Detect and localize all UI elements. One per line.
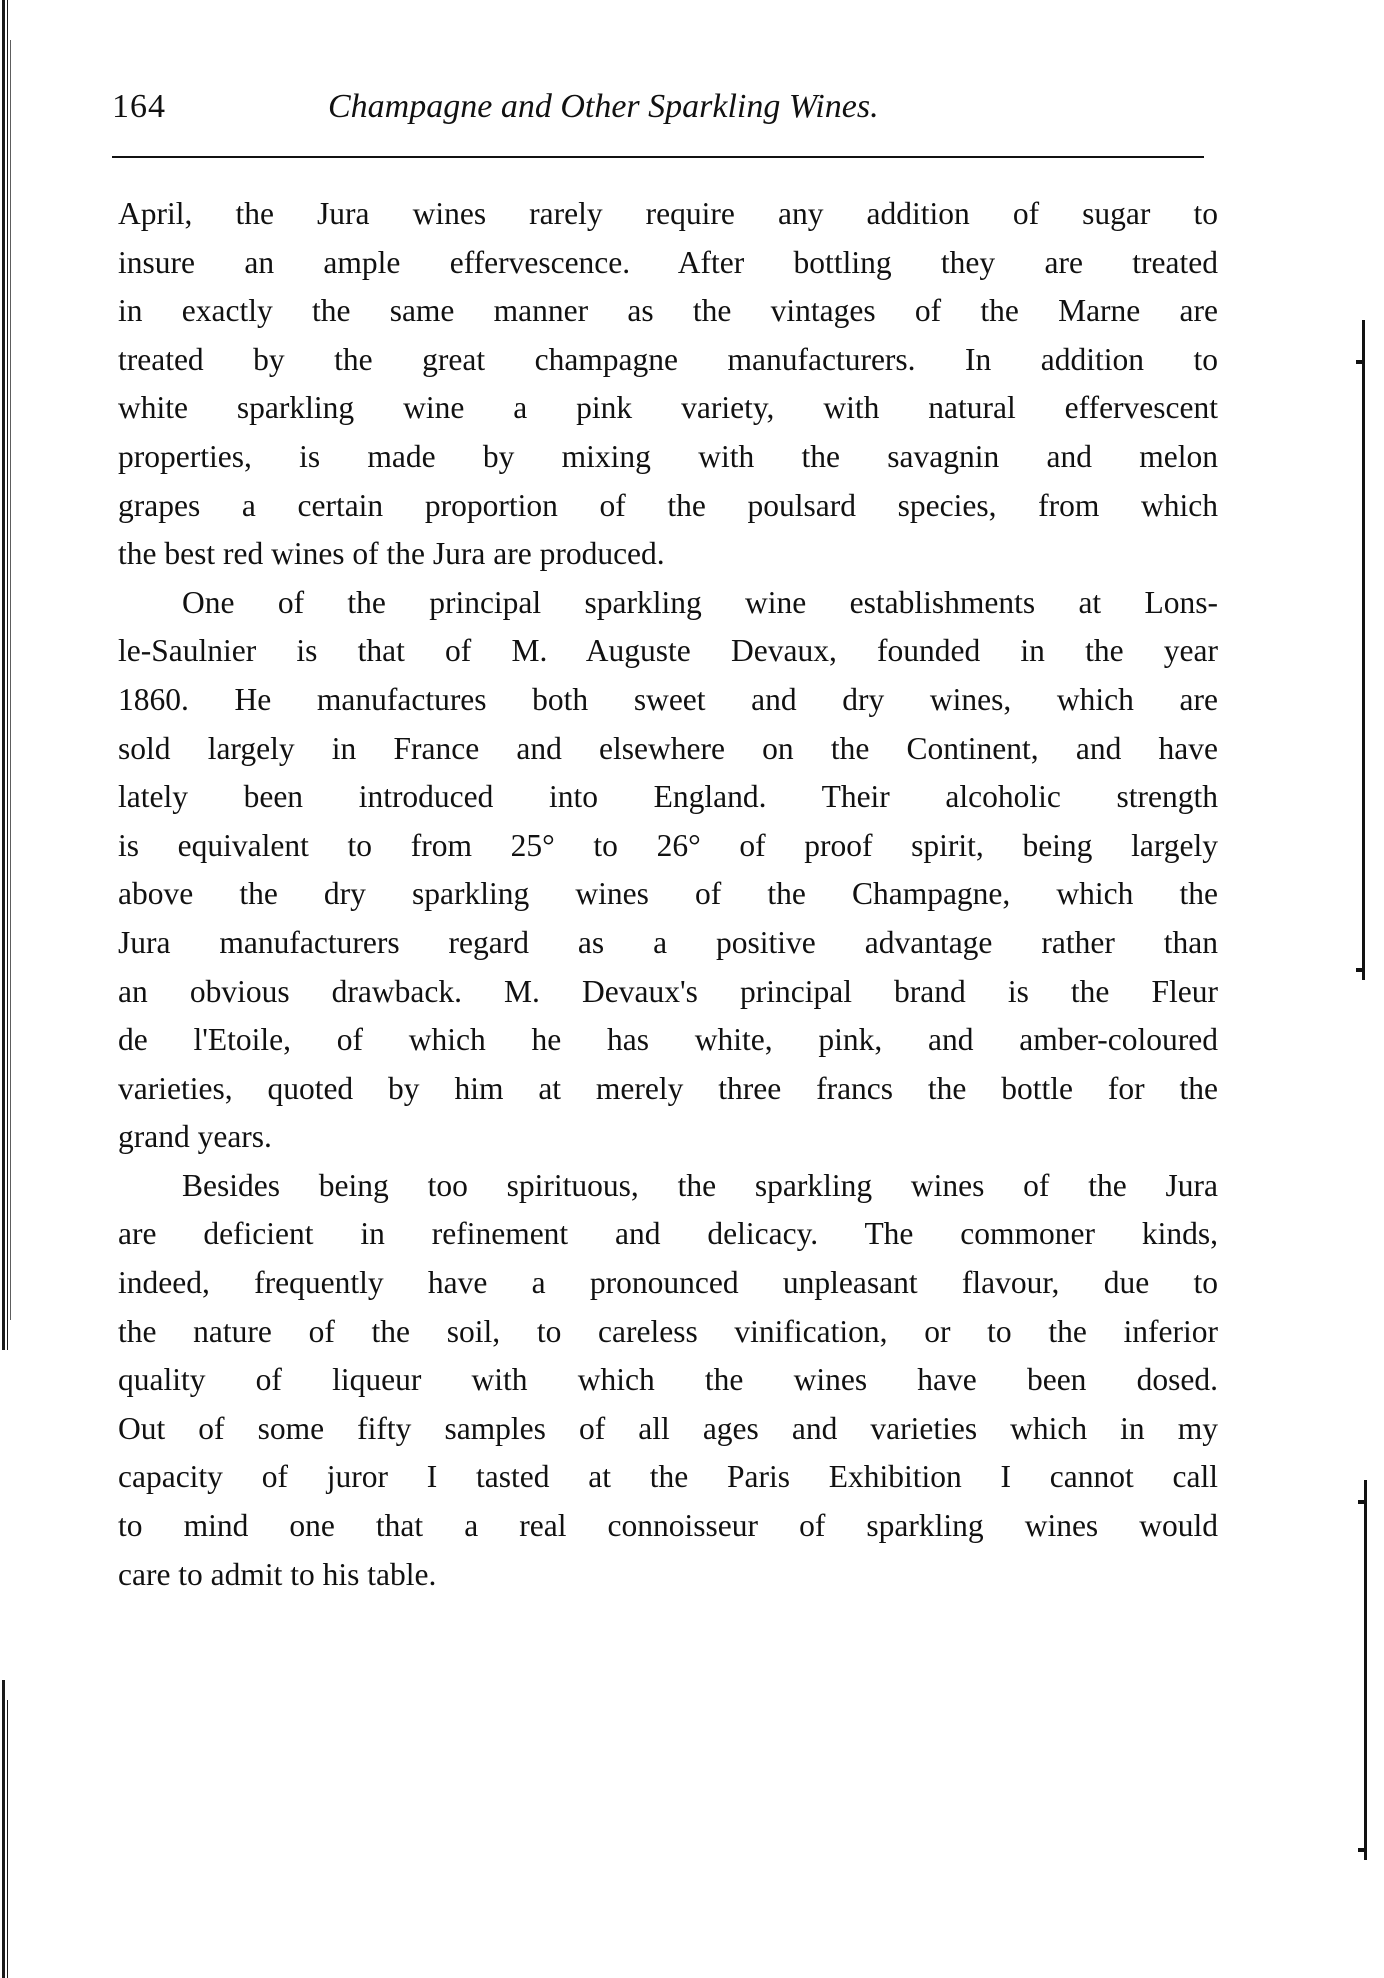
- margin-ink-tick: [1356, 968, 1364, 972]
- body-text: [118, 190, 1218, 1599]
- text-line: above the dry sparkling wines of the Champagne, which the: [118, 876, 1218, 912]
- text-line: to mind one that a real connoisseur of sparkling wines would: [118, 1508, 1218, 1544]
- text-line: treated by the great champagne manufacturers. In addition to: [118, 341, 1218, 377]
- text-line: an obvious drawback. M. Devaux's principal brand is the Fleur: [118, 973, 1218, 1009]
- page-number: 164: [112, 88, 166, 125]
- text-line: sold largely in France and elsewhere on the Continent, and have: [118, 730, 1218, 766]
- paragraph: [118, 190, 1218, 579]
- text-line: care to admit to his table.: [118, 1556, 437, 1592]
- scan-gutter-mark: [2, 0, 5, 1350]
- text-line: Besides being too spirituous, the sparkling wines of the Jura: [182, 1167, 1218, 1203]
- text-line: insure an ample effervescence. After bottling they are treated: [118, 244, 1218, 280]
- text-line: are deficient in refinement and delicacy. The commoner kinds,: [118, 1216, 1218, 1252]
- text-line: Out of some fifty samples of all ages and varieties which in my: [118, 1410, 1218, 1446]
- text-line: capacity of juror I tasted at the Paris Exhibition I cannot call: [118, 1459, 1218, 1495]
- scan-gutter-mark: [10, 40, 11, 1320]
- paragraph: [118, 579, 1218, 1162]
- text-line: grand years.: [118, 1119, 272, 1155]
- text-line: quality of liqueur with which the wines have been dosed.: [118, 1362, 1218, 1398]
- text-line: white sparkling wine a pink variety, with natural effervescent: [118, 390, 1218, 426]
- text-line: grapes a certain proportion of the poulsard species, from which: [118, 487, 1218, 523]
- header-rule: [112, 156, 1204, 158]
- scan-gutter-mark: [7, 1700, 8, 1978]
- text-line: indeed, frequently have a pronounced unpleasant flavour, due to: [118, 1265, 1218, 1301]
- margin-ink-tick: [1358, 1848, 1366, 1852]
- margin-ink-tick: [1356, 360, 1364, 364]
- margin-ink-line: [1364, 1480, 1367, 1860]
- paragraph: [118, 1162, 1218, 1599]
- text-line: 1860. He manufactures both sweet and dry wines, which are: [118, 681, 1218, 717]
- text-line: le-Saulnier is that of M. Auguste Devaux, founded in the year: [118, 633, 1218, 669]
- text-line: lately been introduced into England. Their alcoholic strength: [118, 779, 1218, 815]
- text-line: varieties, quoted by him at merely three francs the bottle for the: [118, 1070, 1218, 1106]
- text-line: One of the principal sparkling wine establishments at Lons-: [182, 584, 1218, 620]
- text-line: the best red wines of the Jura are produced.: [118, 536, 665, 572]
- text-line: de l'Etoile, of which he has white, pink, and amber-coloured: [118, 1022, 1218, 1058]
- text-line: is equivalent to from 25° to 26° of proof spirit, being largely: [118, 827, 1218, 863]
- running-title: Champagne and Other Sparkling Wines.: [328, 88, 879, 125]
- text-line: April, the Jura wines rarely require any addition of sugar to: [118, 196, 1218, 231]
- scan-gutter-mark: [7, 0, 8, 1350]
- text-line: the nature of the soil, to careless vinification, or to the inferior: [118, 1313, 1218, 1349]
- text-line: properties, is made by mixing with the savagnin and melon: [118, 438, 1218, 474]
- text-line: in exactly the same manner as the vintages of the Marne are: [118, 293, 1218, 329]
- text-line: Jura manufacturers regard as a positive advantage rather than: [118, 924, 1218, 960]
- margin-ink-line: [1362, 320, 1365, 980]
- running-header: [112, 88, 1212, 138]
- scan-gutter-mark: [2, 1680, 5, 1978]
- margin-ink-tick: [1358, 1500, 1366, 1504]
